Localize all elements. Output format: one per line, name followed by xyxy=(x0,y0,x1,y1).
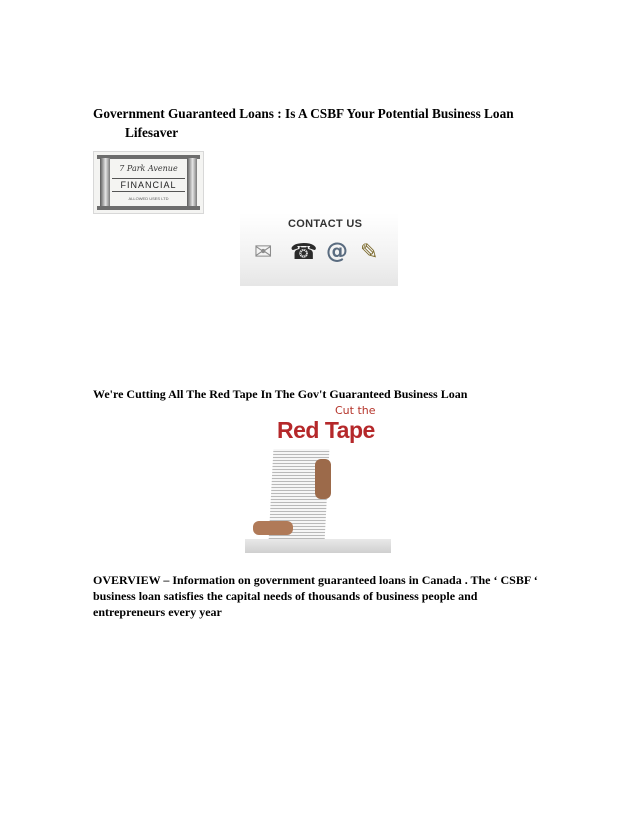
at-sign-icon: @ xyxy=(326,239,348,264)
holding-arm xyxy=(253,521,293,535)
section-heading: We're Cutting All The Red Tape In The Gov't Guaranteed Business Loan xyxy=(93,387,468,401)
park-avenue-financial-logo xyxy=(93,151,204,214)
logo-small-text: ALLOWED USES LTD xyxy=(128,196,169,201)
red-tape-big-text: Red Tape xyxy=(277,417,375,443)
pen-icon: ✎ xyxy=(360,239,379,264)
logo-firm-text: FINANCIAL xyxy=(112,178,185,192)
logo-top-beam xyxy=(97,155,200,159)
holding-hand xyxy=(315,459,331,499)
envelope-icon: ✉ xyxy=(254,239,273,264)
contact-us-label: CONTACT US xyxy=(288,218,363,230)
red-tape-image xyxy=(245,403,391,553)
telephone-icon: ☎ xyxy=(290,239,318,264)
contact-us-image xyxy=(240,213,398,286)
desk-surface xyxy=(245,539,391,553)
logo-left-pillar xyxy=(100,158,110,209)
logo-right-pillar xyxy=(187,158,197,209)
overview-paragraph: OVERVIEW – Information on government guaranteed loans in Canada . The ‘ CSBF ‘ business loan satisfies the capital needs of thousands of business people and entrepreneurs every year xyxy=(93,573,538,619)
document-title-line1: Government Guaranteed Loans : Is A CSBF Your Potential Business Loan xyxy=(93,106,514,121)
red-tape-small-text: Cut the xyxy=(335,404,376,417)
document-title-line2: Lifesaver xyxy=(125,125,179,140)
document-title xyxy=(93,104,563,142)
logo-base xyxy=(97,206,200,210)
logo-script-text: 7 Park Avenue xyxy=(119,164,178,173)
